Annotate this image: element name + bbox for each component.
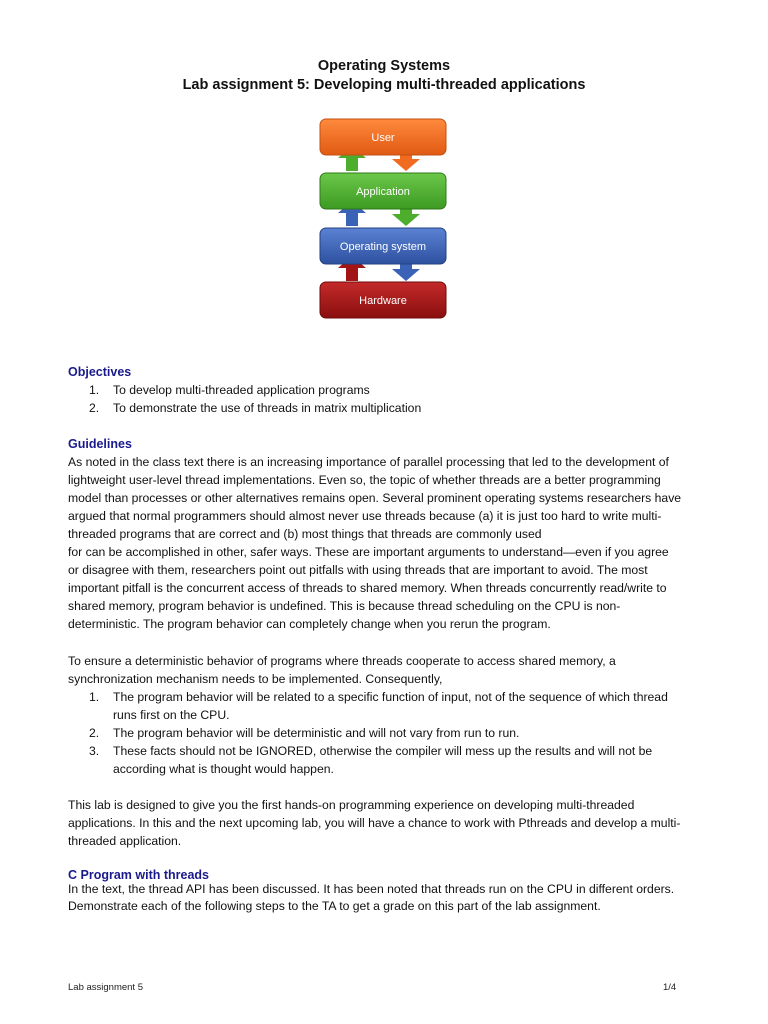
text-line: shared memory, program behavior is undefined. This is because thread scheduling on the CPU is non- bbox=[68, 599, 621, 613]
list-item bbox=[68, 724, 708, 742]
layer-user-label: User bbox=[371, 132, 395, 144]
list-item bbox=[68, 381, 708, 399]
text-line: threaded application. bbox=[68, 834, 182, 848]
list-text: The program behavior will be related to a specific function of input, not of the sequence of which thread bbox=[113, 690, 668, 704]
text-line: applications. In this and the next upcoming lab, you will have a chance to work with Pthreads and develop a multi- bbox=[68, 816, 681, 830]
text-line: argued that normal programmers should almost never use threads because (a) it is just too hard to write multi- bbox=[68, 509, 662, 523]
guidelines-list bbox=[68, 688, 708, 778]
list-text: To develop multi-threaded application programs bbox=[113, 383, 370, 397]
layer-hardware-label: Hardware bbox=[359, 295, 407, 307]
layer-diagram bbox=[318, 116, 448, 321]
list-text-continued: runs first on the CPU. bbox=[113, 708, 230, 722]
text-line: lightweight user-level thread implementations. Even so, the topic of whether threads are a better programming bbox=[68, 473, 661, 487]
text-line: model than processes or other alternatives remains open. Several prominent operating systems researchers have bbox=[68, 491, 682, 505]
document-subtitle: Lab assignment 5: Developing multi-threaded applications bbox=[182, 77, 586, 93]
list-number: 3. bbox=[89, 744, 100, 758]
list-number: 1. bbox=[89, 690, 100, 704]
cprogram-paragraph bbox=[68, 881, 708, 915]
list-number: 2. bbox=[89, 401, 100, 415]
layer-operating-system-label: Operating system bbox=[339, 241, 427, 253]
text-line: for can be accomplished in other, safer ways. These are important arguments to understand—even if you agree bbox=[68, 545, 669, 559]
text-line: To ensure a deterministic behavior of programs where threads cooperate to access shared memory, a bbox=[68, 654, 616, 668]
layer-diagram-svg bbox=[318, 116, 448, 321]
layer-application-label: Application bbox=[356, 186, 410, 198]
list-number: 2. bbox=[89, 726, 100, 740]
guidelines-heading: Guidelines bbox=[68, 437, 132, 451]
list-item bbox=[68, 688, 708, 724]
footer-document-name: Lab assignment 5 bbox=[68, 982, 143, 993]
text-line: threaded programs that are correct and (b) most things that threads are commonly used bbox=[68, 527, 542, 541]
guidelines-paragraph-2 bbox=[68, 652, 708, 688]
objectives-list bbox=[68, 381, 708, 417]
text-line: In the text, the thread API has been discussed. It has been noted that threads run on the CPU in different orders. bbox=[68, 882, 675, 896]
text-line: Demonstrate each of the following steps to the TA to get a grade on this part of the lab assignment. bbox=[68, 899, 601, 913]
list-item bbox=[68, 742, 708, 778]
text-line: or disagree with them, researchers point out pitfalls with using threads that are important to avoid. The most bbox=[68, 563, 648, 577]
list-text: To demonstrate the use of threads in matrix multiplication bbox=[113, 401, 422, 415]
list-text: These facts should not be IGNORED, otherwise the compiler will mess up the results and will not be bbox=[113, 744, 653, 758]
text-line: This lab is designed to give you the first hands-on programming experience on developing multi-threaded bbox=[68, 798, 635, 812]
text-line: As noted in the class text there is an increasing importance of parallel processing that led to the development of bbox=[68, 455, 669, 469]
list-text-continued: according what is thought would happen. bbox=[113, 762, 334, 776]
cprogram-heading: C Program with threads bbox=[68, 868, 209, 882]
list-text: The program behavior will be deterministic and will not vary from run to run. bbox=[113, 726, 520, 740]
list-item bbox=[68, 399, 708, 417]
text-line: important pitfall is the concurrent access of threads to shared memory. When threads concurrently read/write to bbox=[68, 581, 667, 595]
list-number: 1. bbox=[89, 383, 100, 397]
guidelines-paragraph-3 bbox=[68, 796, 708, 850]
footer-page-number: 1/4 bbox=[663, 982, 677, 993]
text-line: synchronization mechanism needs to be implemented. Consequently, bbox=[68, 672, 443, 686]
guidelines-paragraph-1 bbox=[68, 453, 708, 633]
document-title: Operating Systems bbox=[317, 58, 451, 74]
text-line: deterministic. The program behavior can completely change when you rerun the program. bbox=[68, 617, 551, 631]
objectives-heading: Objectives bbox=[68, 365, 132, 379]
